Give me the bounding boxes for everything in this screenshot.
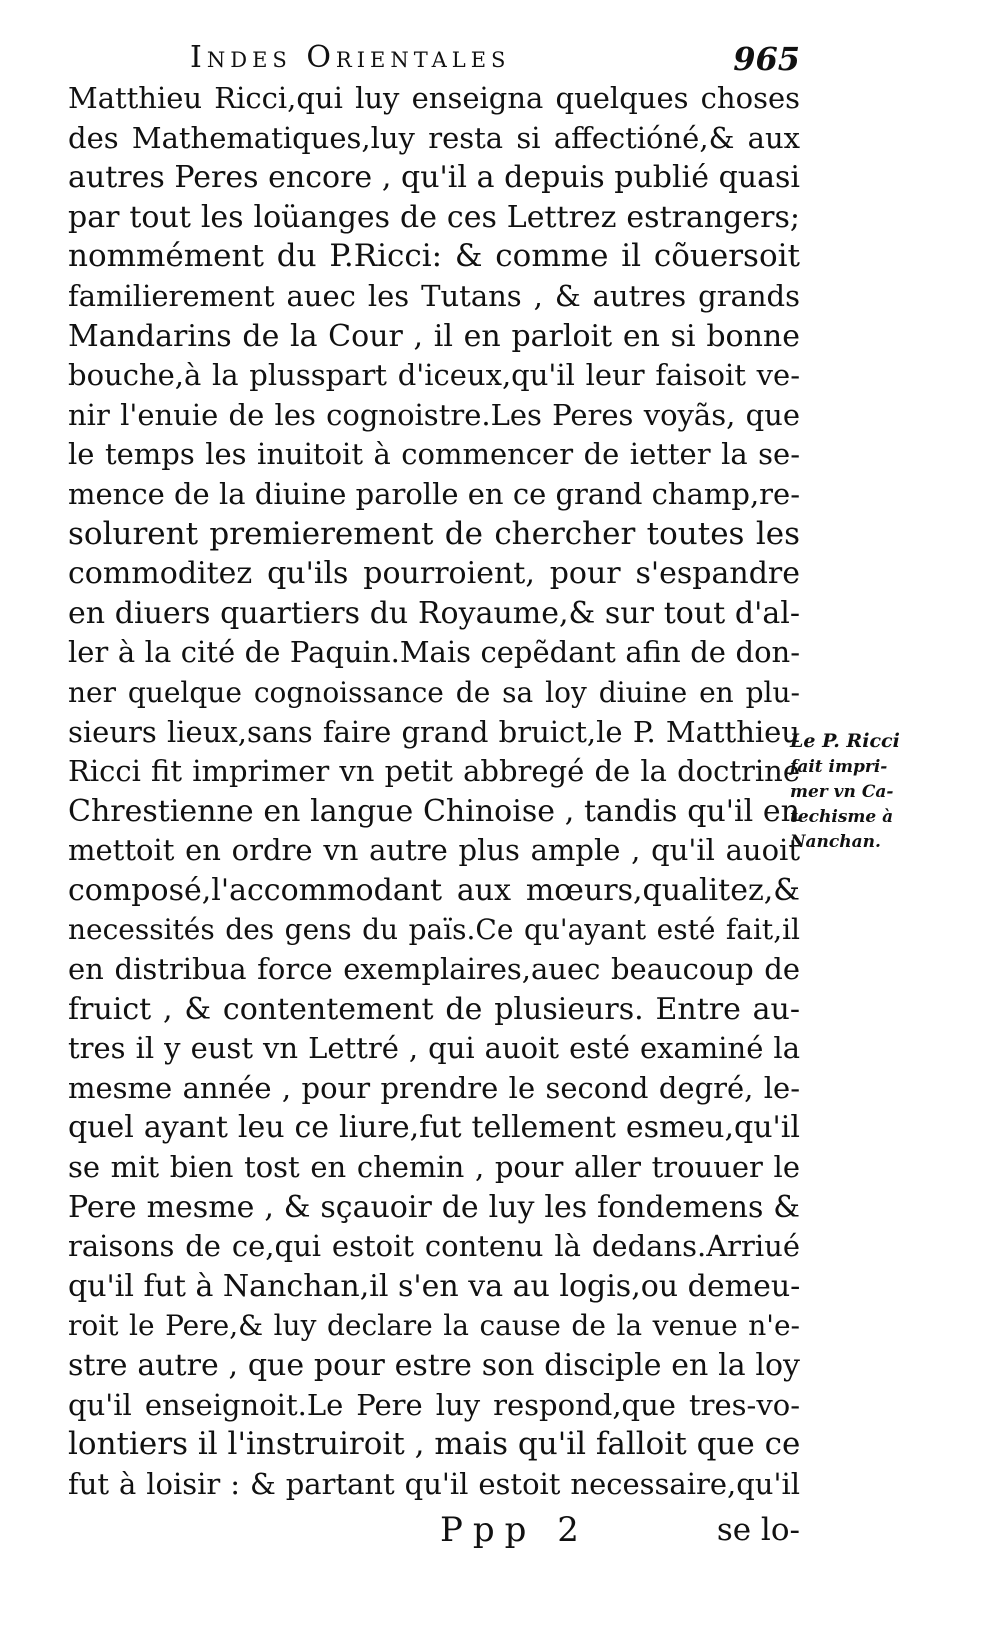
- text-line: Ricci fit imprimer vn petit abbregé de la doctrine: [68, 754, 800, 789]
- marginal-note-line: fait impri-: [790, 757, 888, 777]
- text-line: Chrestienne en langue Chinoise , tandis qu'il en: [68, 793, 800, 829]
- text-line: mettoit en ordre vn autre plus ample , qu'il auoit: [68, 833, 800, 868]
- signature-mark: Ppp 2: [440, 1510, 589, 1550]
- text-line: quel ayant leu ce liure,fut tellement esmeu,qu'il: [68, 1110, 800, 1146]
- text-line: tres il y eust vn Lettré , qui auoit esté examiné la: [68, 1031, 800, 1066]
- marginal-note-line: Le P. Ricci: [790, 730, 900, 752]
- text-line: Mandarins de la Cour , il en parloit en si bonne: [68, 318, 800, 354]
- running-title: Indes Orientales: [190, 40, 511, 75]
- marginal-note: [790, 728, 910, 855]
- text-line: se mit bien tost en chemin , pour aller trouuer le: [68, 1150, 800, 1185]
- text-line: Pere mesme , & sçauoir de luy les fondemens &: [68, 1189, 800, 1225]
- page-footer: [400, 1510, 800, 1558]
- text-line: nir l'enuie de les cognoistre.Les Peres voyãs, que: [68, 397, 800, 432]
- text-line: familierement auec les Tutans , & autres grands: [68, 278, 800, 313]
- text-line: bouche,à la plusspart d'iceux,qu'il leur faisoit ve-: [68, 358, 800, 393]
- text-line: en distribua force exemplaires,auec beaucoup de: [68, 952, 800, 987]
- text-line: Matthieu Ricci,qui luy enseigna quelques choses: [68, 81, 800, 115]
- text-line: composé,l'accommodant aux mœurs,qualitez,&: [68, 872, 800, 908]
- marginal-note-line: Nanchan.: [790, 832, 881, 852]
- marginal-note-line: techisme à: [790, 807, 894, 827]
- text-line: fut à loisir : & partant qu'il estoit necessaire,qu'il: [68, 1466, 800, 1501]
- text-line: des Mathematiques,luy resta si affectióné,& aux: [68, 120, 800, 155]
- text-line: ner quelque cognoissance de sa loy diuine en plu-: [68, 675, 800, 709]
- text-line: par tout les loüanges de ces Lettrez estrangers;: [68, 199, 800, 235]
- text-line: fruict , & contentement de plusieurs. Entre au-: [68, 991, 800, 1027]
- text-line: mesme année , pour prendre le second degré, le-: [68, 1070, 800, 1105]
- text-line: necessités des gens du païs.Ce qu'ayant esté fait,il: [68, 913, 800, 947]
- body-text: [68, 79, 800, 1504]
- text-line: lontiers il l'instruiroit , mais qu'il falloit que ce: [68, 1426, 801, 1463]
- text-line: raisons de ce,qui estoit contenu là dedans.Arriué: [68, 1229, 800, 1264]
- text-line: autres Peres encore , qu'il a depuis publié quasi: [68, 160, 800, 196]
- text-line: solurent premierement de chercher toutes les: [68, 515, 800, 552]
- text-line: stre autre , que pour estre son disciple en la loy: [68, 1348, 800, 1383]
- text-line: roit le Pere,& luy declare la cause de la venue n'e-: [68, 1309, 800, 1343]
- text-line: commoditez qu'ils pourroient, pour s'espandre: [68, 556, 800, 592]
- text-line: le temps les inuitoit à commencer de ietter la se-: [68, 437, 800, 472]
- page-number: 965: [733, 40, 800, 78]
- marginal-note-line: mer vn Ca-: [790, 782, 894, 802]
- text-line: en diuers quartiers du Royaume,& sur tout d'al-: [68, 595, 800, 631]
- text-line: mence de la diuine parolle en ce grand champ,re-: [68, 476, 800, 511]
- text-line: nommément du P.Ricci: & comme il cõuersoit: [68, 238, 800, 275]
- catchword: se lo-: [716, 1512, 800, 1548]
- text-line: ler à la cité de Paquin.Mais cepẽdant afin de don-: [68, 635, 800, 670]
- text-line: qu'il enseignoit.Le Pere luy respond,que tres-vo-: [68, 1387, 800, 1422]
- text-line: sieurs lieux,sans faire grand bruict,le P. Matthieu: [68, 714, 800, 749]
- text-line: qu'il fut à Nanchan,il s'en va au logis,ou demeu-: [68, 1268, 801, 1304]
